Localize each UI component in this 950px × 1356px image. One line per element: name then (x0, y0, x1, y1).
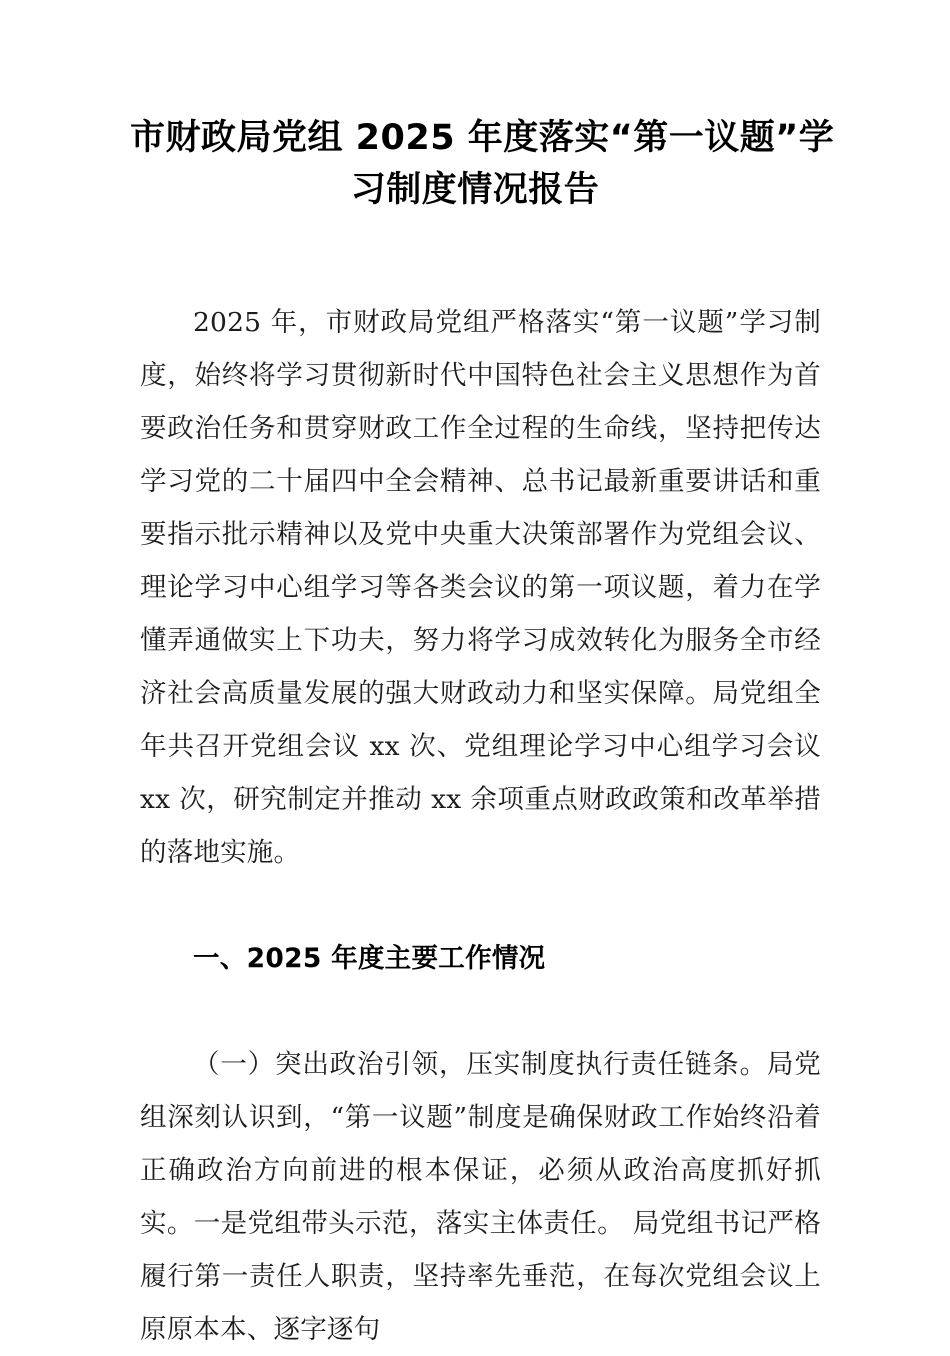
heading-spacer (140, 985, 821, 1038)
section-heading-main-work: 一、2025 年度主要工作情况 (193, 943, 546, 974)
document-title (130, 112, 835, 216)
paragraph-spacer (140, 879, 821, 932)
paragraph-introduction: 2025 年，市财政局党组严格落实“第一议题”学习制度，始终将学习贯彻新时代中国特色社会主义思想作为首要政治任务和贯穿财政工作全过程的生命线，坚持把传达学习党的二十届四中全会精神、总书记最新重要讲话和重要指示批示精神以及党中央重大决策部署作为党组会议、理论学习中心组学习等各类会议的第一项议题，着力在学懂弄通做实上下功夫，努力将学习成效转化为服务全市经济社会高质量发展的强大财政动力和坚实保障。局党组全年共召开党组会议 xx 次、党组理论学习中心组学习会议 xx 次，研究制定并推动 xx 余项重点财政政策和改革举措的落地实施。 (140, 307, 821, 868)
document-title-line-2: 习制度情况报告 (350, 170, 600, 210)
document-title-line-1: 市财政局党组 2025 年度落实“第一议题”学 (130, 118, 835, 158)
document-body (140, 296, 821, 1356)
paragraph-subsection-one: （一）突出政治引领，压实制度执行责任链条。局党组深刻认识到，“第一议题”制度是确保财政工作始终沿着正确政治方向前进的根本保证，必须从政治高度抓好抓实。一是党组带头示范，落实主体责任。 局党组书记严格履行第一责任人职责，坚持率先垂范，在每次党组会议上原原本本、逐字逐句 (140, 1049, 821, 1345)
